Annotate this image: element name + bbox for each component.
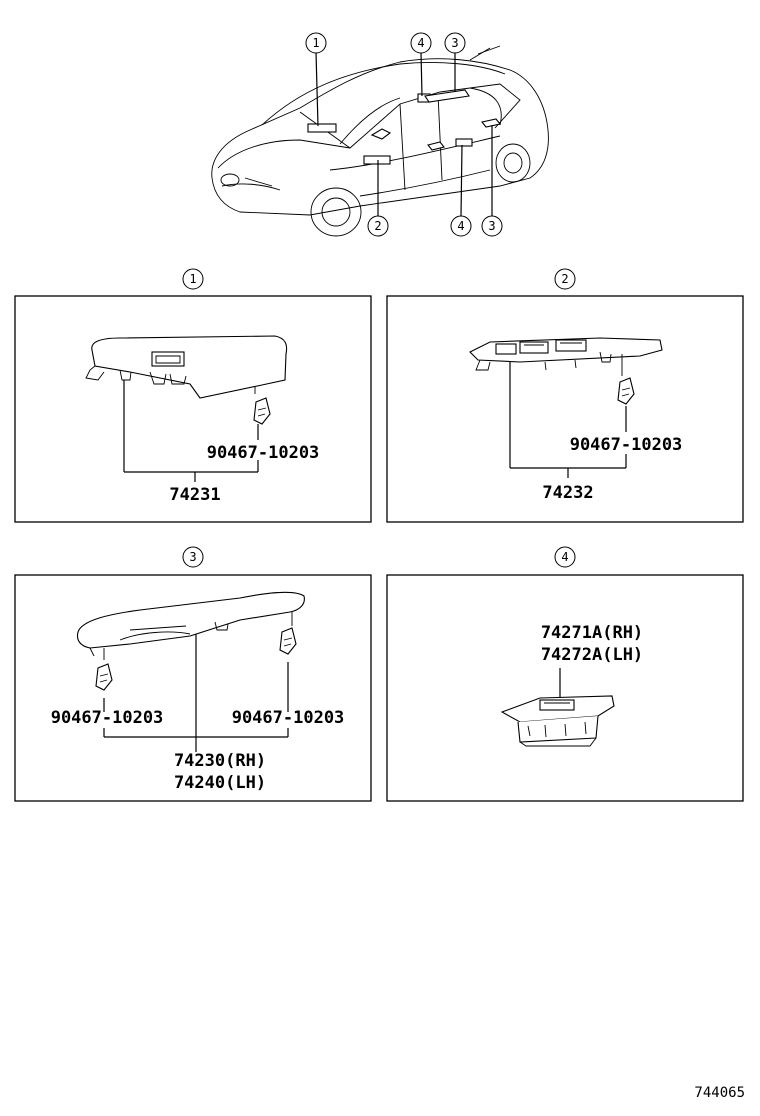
overview-callout-3-bottom: [482, 216, 502, 236]
svg-text:3: 3: [488, 219, 496, 233]
overview-callout-4-bottom: [451, 216, 471, 236]
fastener-label: 90467-10203: [206, 443, 320, 463]
overview-callout-3-top: [445, 33, 465, 53]
car-overview-illustration: [212, 46, 549, 236]
svg-text:4: 4: [457, 219, 465, 233]
panel-3: [15, 547, 371, 801]
overview-callout-2: [368, 216, 388, 236]
part-number-rh-label: 74271A(RH): [540, 623, 644, 643]
svg-text:4: 4: [417, 36, 425, 50]
switch-base-74232-illustration: [470, 338, 662, 404]
fastener-right-label: 90467-10203: [231, 708, 345, 728]
part-number-lh-label: 74272A(LH): [540, 645, 644, 665]
part-number-label: 74232: [542, 483, 594, 503]
overview-leaders: [316, 52, 492, 216]
overview-callout-4-top: [411, 33, 431, 53]
part-number-rh-label: 74230(RH): [173, 751, 267, 771]
overview-callout-1: [306, 33, 326, 53]
panel-1: [15, 269, 371, 522]
svg-text:3: 3: [189, 550, 197, 564]
fastener-left-label: 90467-10203: [50, 708, 164, 728]
svg-text:4: 4: [561, 550, 569, 564]
panel-2: [387, 269, 743, 522]
svg-text:2: 2: [561, 272, 569, 286]
window-switch-74271a-74272a-illustration: [502, 696, 614, 746]
svg-text:2: 2: [374, 219, 382, 233]
svg-text:1: 1: [312, 36, 320, 50]
switch-base-74231-illustration: [86, 336, 287, 424]
svg-text:3: 3: [451, 36, 459, 50]
part-number-label: 74231: [169, 485, 221, 505]
part-number-lh-label: 74240(LH): [173, 773, 267, 793]
fastener-label: 90467-10203: [569, 435, 683, 455]
svg-text:1: 1: [189, 272, 197, 286]
diagram-code: 744065: [694, 1085, 745, 1101]
panel-4: [387, 547, 743, 801]
switch-base-74230-74240-illustration: [78, 592, 305, 690]
